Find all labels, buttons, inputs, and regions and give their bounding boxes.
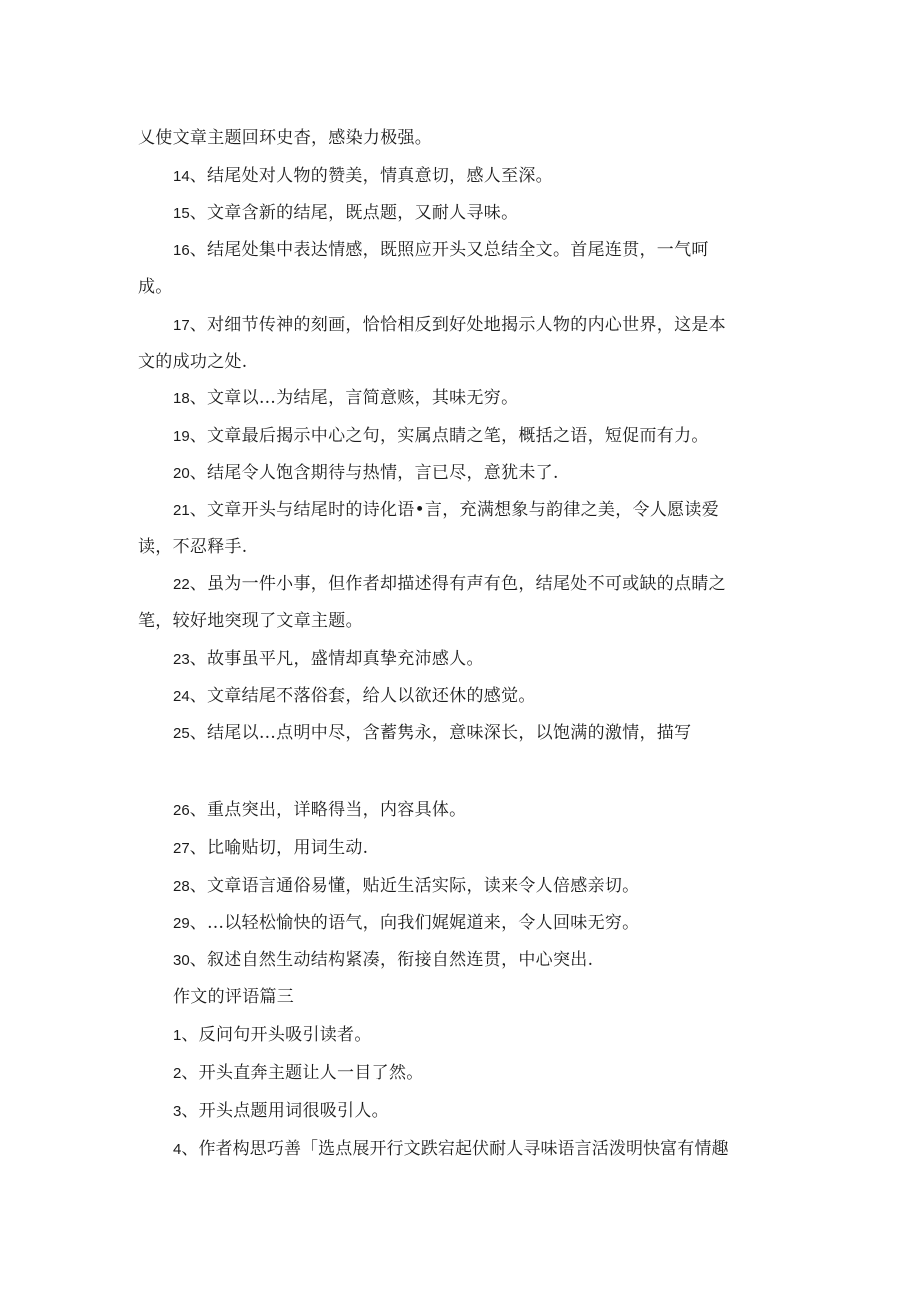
item-text: 、文章结尾不落俗套，给人以欲还休的感觉。 xyxy=(189,686,536,706)
list-item xyxy=(173,836,368,861)
list-item xyxy=(173,164,553,189)
item-text: 、虽为一件小事，但作者却描述得有声有色，结尾处不可或缺的点睛之 xyxy=(189,574,726,594)
item-text: 、比喻贴切，用词生动. xyxy=(189,838,369,858)
list-item xyxy=(173,1023,372,1048)
item-text: 成。 xyxy=(138,277,173,297)
item-text: 、结尾令人饱含期待与热情，言已尽，意犹未了. xyxy=(189,463,559,483)
item-number: 15 xyxy=(173,205,190,222)
item-text: 文的成功之处. xyxy=(138,352,248,372)
line-text: 乂使文章主题回环史杳，感染力极强。 xyxy=(138,128,433,148)
list-item xyxy=(173,1137,729,1162)
item-number: 1 xyxy=(173,1027,182,1044)
list-item xyxy=(173,874,640,899)
item-text: 、开头直奔主题让人一目了然。 xyxy=(181,1063,424,1083)
list-item-continuation xyxy=(138,609,363,633)
list-item xyxy=(173,572,726,597)
item-text: 、结尾以…点明中尽，含蓄隽永，意味深长，以饱满的激情，描写 xyxy=(189,723,692,743)
item-number: 17 xyxy=(173,317,190,334)
item-text: 、叙述自然生动结构紧凑，衔接自然连贯，中心突出. xyxy=(189,950,594,970)
item-number: 22 xyxy=(173,576,190,593)
item-text: 笔，较好地突现了文章主题。 xyxy=(138,611,363,631)
item-text: 、文章以…为结尾，言简意赅，其味无穷。 xyxy=(189,388,519,408)
item-text: 、文章语言通俗易懂，贴近生活实际，读来令人倍感亲切。 xyxy=(189,876,640,896)
list-item xyxy=(173,911,640,936)
list-item-continuation xyxy=(138,535,248,559)
list-item-continuation xyxy=(138,350,248,374)
item-number: 27 xyxy=(173,840,190,857)
item-text: 、结尾处对人物的赞美，情真意切，感人至深。 xyxy=(189,166,553,186)
item-number: 4 xyxy=(173,1141,182,1158)
item-number: 23 xyxy=(173,651,190,668)
item-text: 、反问句开头吸引读者。 xyxy=(181,1025,372,1045)
list-item xyxy=(173,238,709,263)
item-text: 、…以轻松愉快的语气，向我们娓娓道来，令人回味无穷。 xyxy=(189,913,640,933)
list-item xyxy=(173,948,593,973)
list-item xyxy=(173,386,518,411)
item-text: 、文章开头与结尾时的诗化语•言，充满想象与韵律之美，令人愿读爱 xyxy=(189,500,720,520)
text-line xyxy=(138,126,432,150)
item-number: 20 xyxy=(173,465,190,482)
list-item xyxy=(173,647,484,672)
list-item xyxy=(173,461,559,486)
list-item xyxy=(173,684,536,709)
list-item xyxy=(173,424,709,449)
item-text: 、文章含新的结尾，既点题，又耐人寻味。 xyxy=(189,203,519,223)
item-text: 、重点突出，详略得当，内容具体。 xyxy=(189,800,467,820)
item-text: 读，不忍释手. xyxy=(138,537,248,557)
item-number: 3 xyxy=(173,1103,182,1120)
section-heading xyxy=(173,985,294,1009)
list-item xyxy=(173,1061,424,1086)
item-number: 28 xyxy=(173,878,190,895)
list-item xyxy=(173,498,719,523)
item-number: 24 xyxy=(173,688,190,705)
item-number: 26 xyxy=(173,802,190,819)
item-number: 2 xyxy=(173,1065,182,1082)
list-item xyxy=(173,313,726,338)
item-number: 25 xyxy=(173,725,190,742)
item-number: 21 xyxy=(173,502,190,519)
item-number: 14 xyxy=(173,168,190,185)
list-item xyxy=(173,798,467,823)
item-number: 30 xyxy=(173,952,190,969)
list-item xyxy=(173,1099,389,1124)
item-text: 、作者构思巧善「选点展开行文跌宕起伏耐人寻味语言活泼明快富有情趣 xyxy=(181,1139,729,1159)
item-text: 、故事虽平凡，盛情却真挚充沛感人。 xyxy=(189,649,484,669)
item-text: 、开头点题用词很吸引人。 xyxy=(181,1101,389,1121)
list-item xyxy=(173,201,518,226)
item-number: 19 xyxy=(173,428,190,445)
item-text: 、结尾处集中表达情感，既照应开头又总结全文。首尾连贯，一气呵 xyxy=(189,240,709,260)
section-heading-text: 作文的评语篇三 xyxy=(173,987,295,1007)
item-text: 、文章最后揭示中心之句，实属点睛之笔，概括之语，短促而有力。 xyxy=(189,426,709,446)
item-number: 29 xyxy=(173,915,190,932)
list-item-continuation xyxy=(138,275,173,299)
item-number: 16 xyxy=(173,242,190,259)
item-number: 18 xyxy=(173,390,190,407)
item-text: 、对细节传神的刻画，恰恰相反到好处地揭示人物的内心世界，这是本 xyxy=(189,315,726,335)
list-item xyxy=(173,721,691,746)
